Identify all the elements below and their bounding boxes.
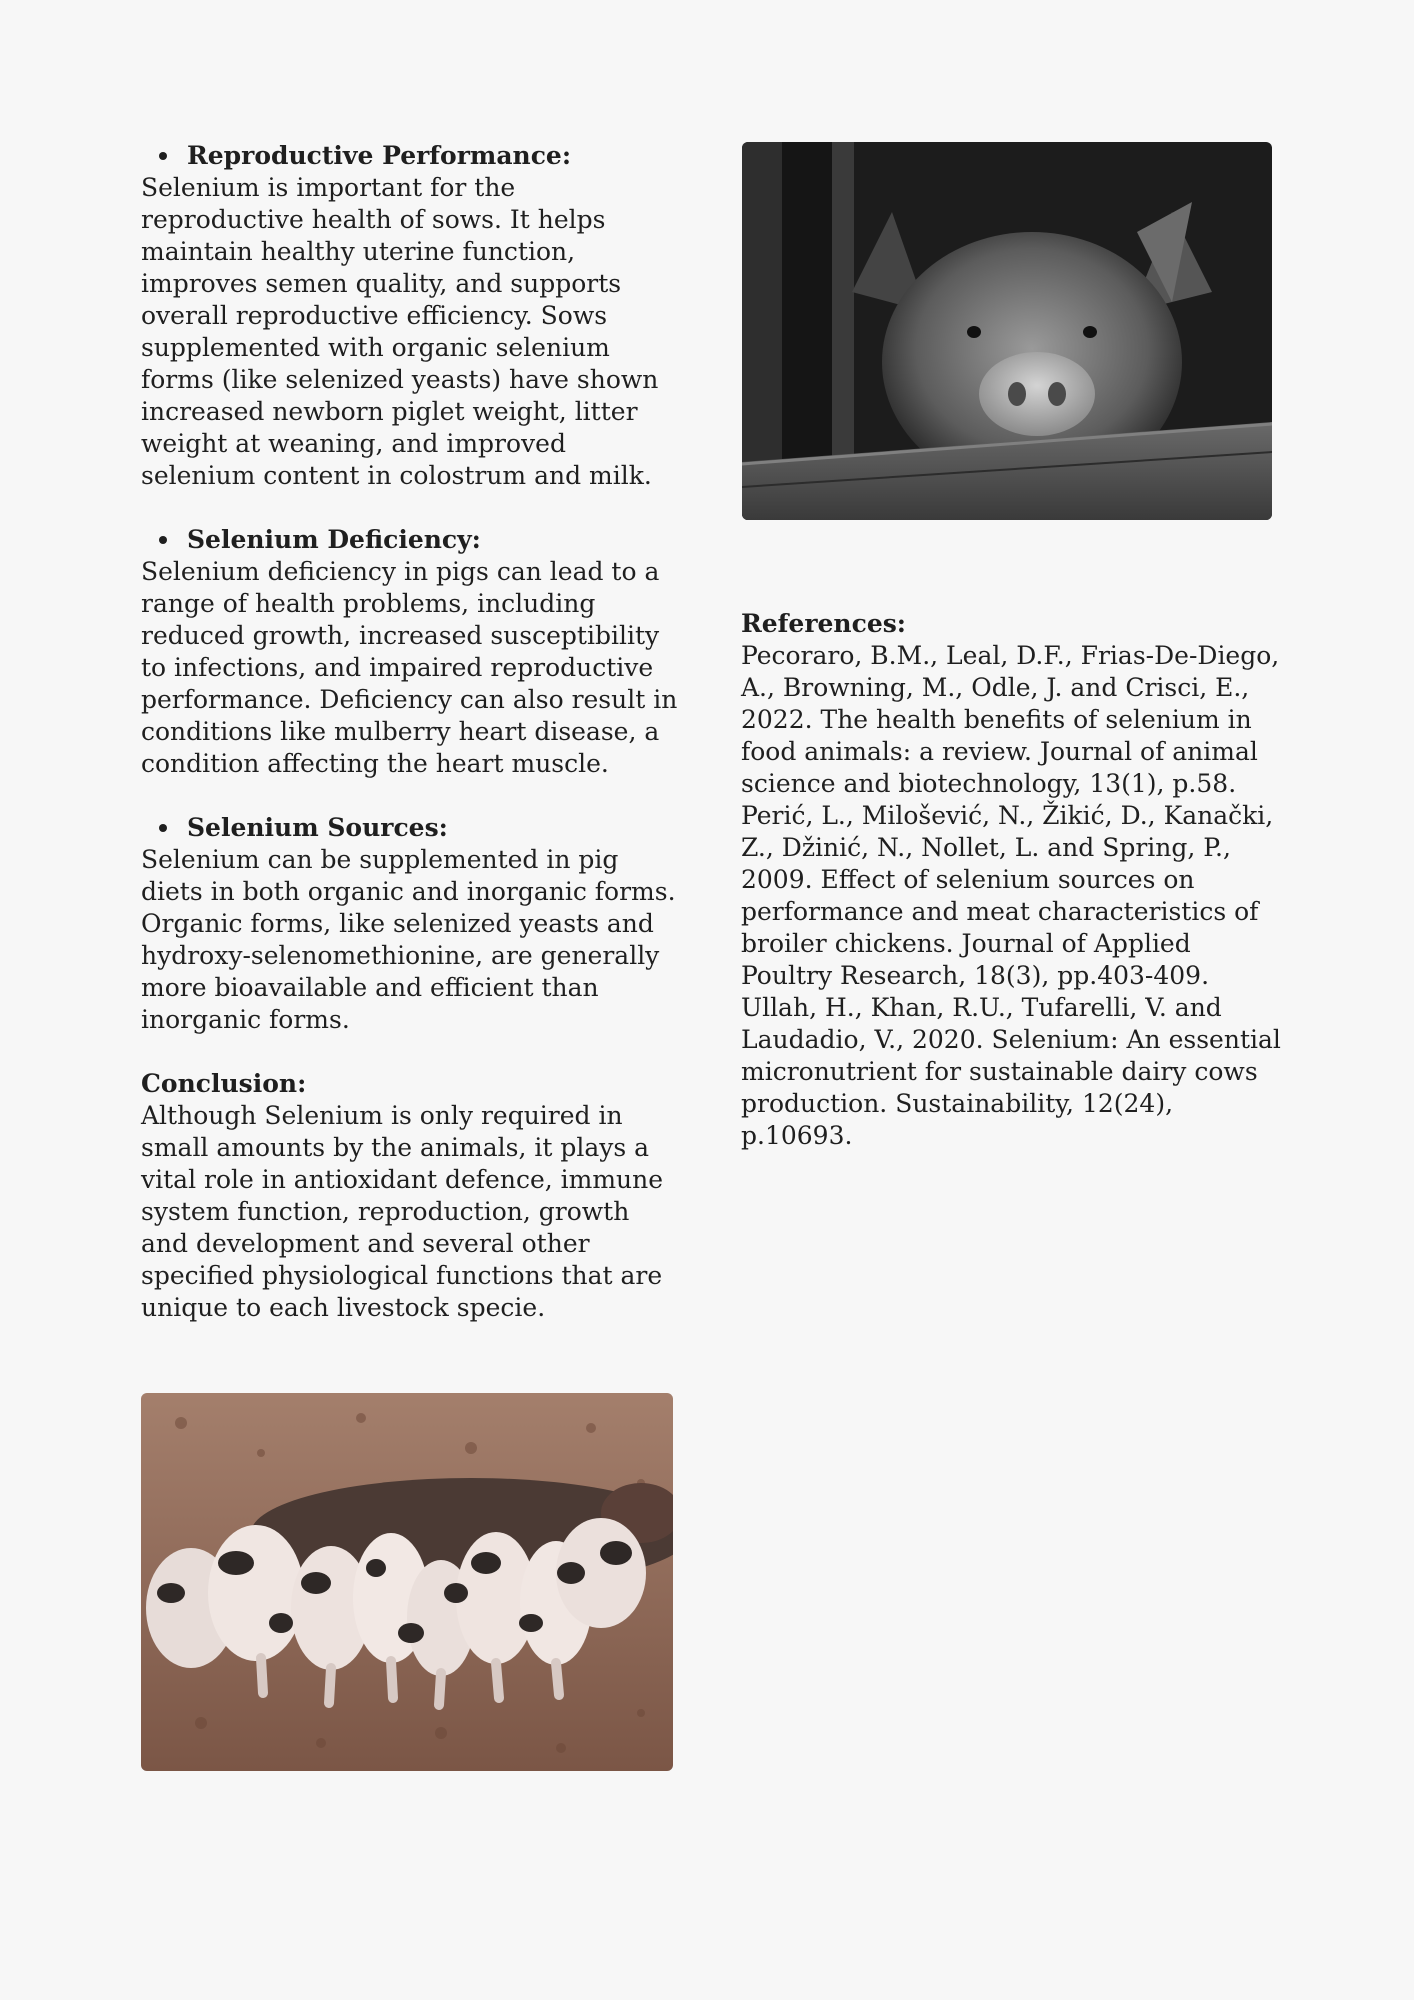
section-body: Selenium is important for the reproductive health of sows. It helps maintain healthy uterine function, improves semen quality, and supports overall reproductive efficiency. Sows supplemented with organic selenium forms (like selenized yeasts) have shown increased newborn piglet weight, litter weight at weaning, and improved selenium content in colostrum and milk. <box>141 173 659 490</box>
heading-text: Reproductive Performance: <box>187 141 572 170</box>
section-reproductive-performance <box>141 140 681 492</box>
reference-item: Perić, L., Milošević, N., Žikić, D., Kanački, Z., Džinić, N., Nollet, L. and Spring, P., 2009. Effect of selenium sources on performance and meat characteristics of broiler chickens. Journal of Applied Poultry Research, 18(3), pp.403-409. <box>741 801 1274 990</box>
section-heading <box>141 140 681 172</box>
conclusion-heading: Conclusion: <box>141 1069 307 1098</box>
reference-item: Ullah, H., Khan, R.U., Tufarelli, V. and Laudadio, V., 2020. Selenium: An essential micronutrient for sustainable dairy cows production. Sustainability, 12(24), p.10693. <box>741 993 1281 1150</box>
piglets-photo-illustration <box>141 1393 673 1771</box>
section-heading <box>141 524 681 556</box>
section-body: Selenium can be supplemented in pig diets in both organic and inorganic forms. Organic forms, like selenized yeasts and hydroxy-selenomethionine, are generally more bioavailable and efficient than inorganic forms. <box>141 845 676 1034</box>
section-selenium-deficiency <box>141 524 681 780</box>
section-conclusion <box>141 1068 681 1324</box>
heading-text: Selenium Deficiency: <box>187 525 481 554</box>
piglets-photo <box>141 1393 673 1771</box>
pig-photo <box>742 142 1272 520</box>
reference-item: Pecoraro, B.M., Leal, D.F., Frias-De-Diego, A., Browning, M., Odle, J. and Crisci, E., 2022. The health benefits of selenium in food animals: a review. Journal of animal science and biotechnology, 13(1), p.58. <box>741 641 1280 798</box>
references-section <box>741 608 1281 1152</box>
bullet-icon <box>159 824 167 832</box>
bullet-icon <box>159 152 167 160</box>
section-heading <box>141 812 681 844</box>
conclusion-body: Although Selenium is only required in small amounts by the animals, it plays a vital role in antioxidant defence, immune system function, reproduction, growth and development and several other specified physiological functions that are unique to each livestock specie. <box>141 1101 664 1322</box>
references-heading: References: <box>741 609 907 638</box>
left-column <box>141 140 681 1356</box>
section-selenium-sources <box>141 812 681 1036</box>
bullet-icon <box>159 536 167 544</box>
heading-text: Selenium Sources: <box>187 813 448 842</box>
section-body: Selenium deficiency in pigs can lead to a range of health problems, including reduced growth, increased susceptibility to infections, and impaired reproductive performance. Deficiency can also result in conditions like mulberry heart disease, a condition affecting the heart muscle. <box>141 557 678 778</box>
pig-photo-illustration <box>742 142 1272 520</box>
